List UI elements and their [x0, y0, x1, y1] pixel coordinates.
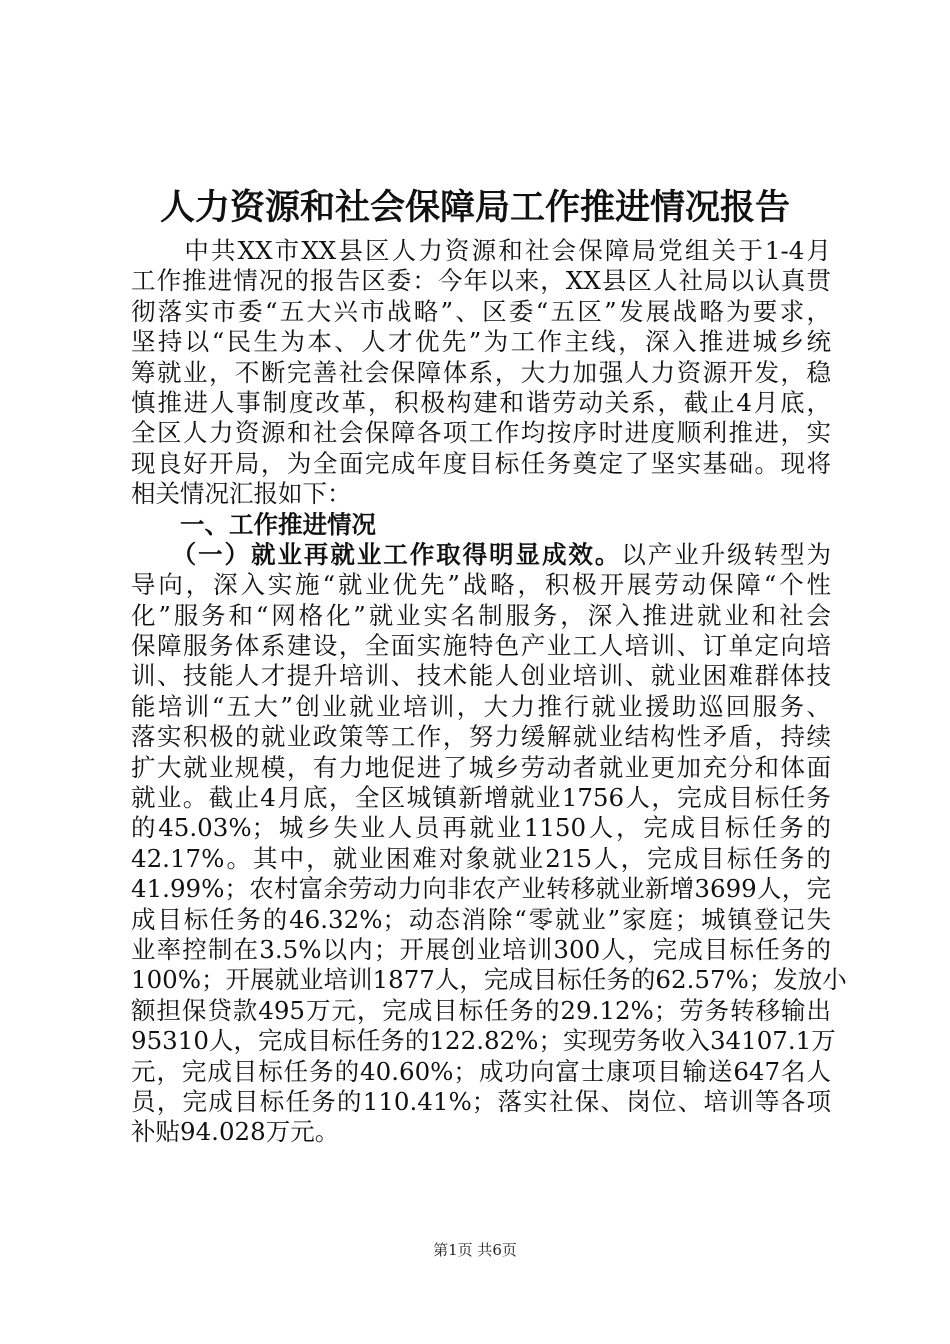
body-line: 慎推进人事制度改革，积极构建和谐劳动关系，截止4月底， [131, 387, 831, 417]
body-line: 元，完成目标任务的40.60%；成功向富士康项目输送647名人 [131, 1056, 831, 1086]
body-line: 额担保贷款495万元，完成目标任务的29.12%；劳务转移输出 [131, 995, 831, 1025]
body-line: 扩大就业规模，有力地促进了城乡劳动者就业更加充分和体面 [131, 752, 831, 782]
body-line: 现良好开局，为全面完成年度目标任务奠定了坚实基础。现将 [131, 448, 831, 478]
body-line: 化”服务和“网格化”就业实名制服务，深入推进就业和社会 [131, 600, 831, 630]
body-line: 100%；开展就业培训1877人，完成目标任务的62.57%；发放小 [131, 965, 847, 995]
subsection-first-line [131, 540, 831, 570]
section-heading: 一、工作推进情况 [131, 509, 376, 539]
body-line: 坚持以“民生为本、人才优先”为工作主线，深入推进城乡统 [131, 327, 831, 357]
body-line: 42.17%。其中，就业困难对象就业215人，完成目标任务的 [131, 843, 831, 873]
body-line: 成目标任务的46.32%；动态消除“零就业”家庭；城镇登记失 [131, 904, 831, 934]
body-line: 工作推进情况的报告区委：今年以来，XX县区人社局以认真贯 [131, 266, 831, 296]
body-line: 中共XX市XX县区人力资源和社会保障局党组关于1-4月 [131, 236, 831, 265]
body-line: 保障服务体系建设，全面实施特色产业工人培训、订单定向培 [131, 631, 831, 661]
subsection-lead: （一）就业再就业工作取得明显成效。 [131, 539, 622, 569]
body-line: 训、技能人才提升培训、技术能人创业培训、就业困难群体技 [131, 661, 831, 691]
document-body [131, 236, 847, 1148]
body-line: 导向，深入实施“就业优先”战略，积极开展劳动保障“个性 [131, 570, 831, 600]
body-line: 业率控制在3.5%以内；开展创业培训300人，完成目标任务的 [131, 934, 831, 964]
body-line: 能培训“五大”创业就业培训，大力推行就业援助巡回服务、 [131, 691, 831, 721]
document-title: 人力资源和社会保障局工作推进情况报告 [159, 187, 790, 228]
body-line: 彻落实市委“五大兴市战略”、区委“五区”发展战略为要求， [131, 296, 831, 326]
body-line: 员，完成目标任务的110.41%；落实社保、岗位、培训等各项 [131, 1086, 831, 1116]
body-line: 相关情况汇报如下： [131, 479, 352, 509]
subsection-first-line-rest: 以产业升级转型为 [621, 539, 832, 569]
page-footer: 第1页 共6页 [433, 1241, 517, 1259]
body-line: 落实积极的就业政策等工作，努力缓解就业结构性矛盾，持续 [131, 722, 831, 752]
body-line: 全区人力资源和社会保障各项工作均按序时进度顺利推进，实 [131, 418, 831, 448]
body-line: 就业。截止4月底，全区城镇新增就业1756人，完成目标任务 [131, 783, 831, 813]
body-line: 41.99%；农村富余劳动力向非农产业转移就业新增3699人，完 [131, 874, 831, 904]
body-line: 95310人，完成目标任务的122.82%；实现劳务收入34107.1万 [131, 1026, 836, 1056]
body-line: 筹就业，不断完善社会保障体系，大力加强人力资源开发，稳 [131, 357, 831, 387]
body-line: 的45.03%；城乡失业人员再就业1150人，完成目标任务的 [131, 813, 831, 843]
body-line: 补贴94.028万元。 [131, 1117, 340, 1147]
